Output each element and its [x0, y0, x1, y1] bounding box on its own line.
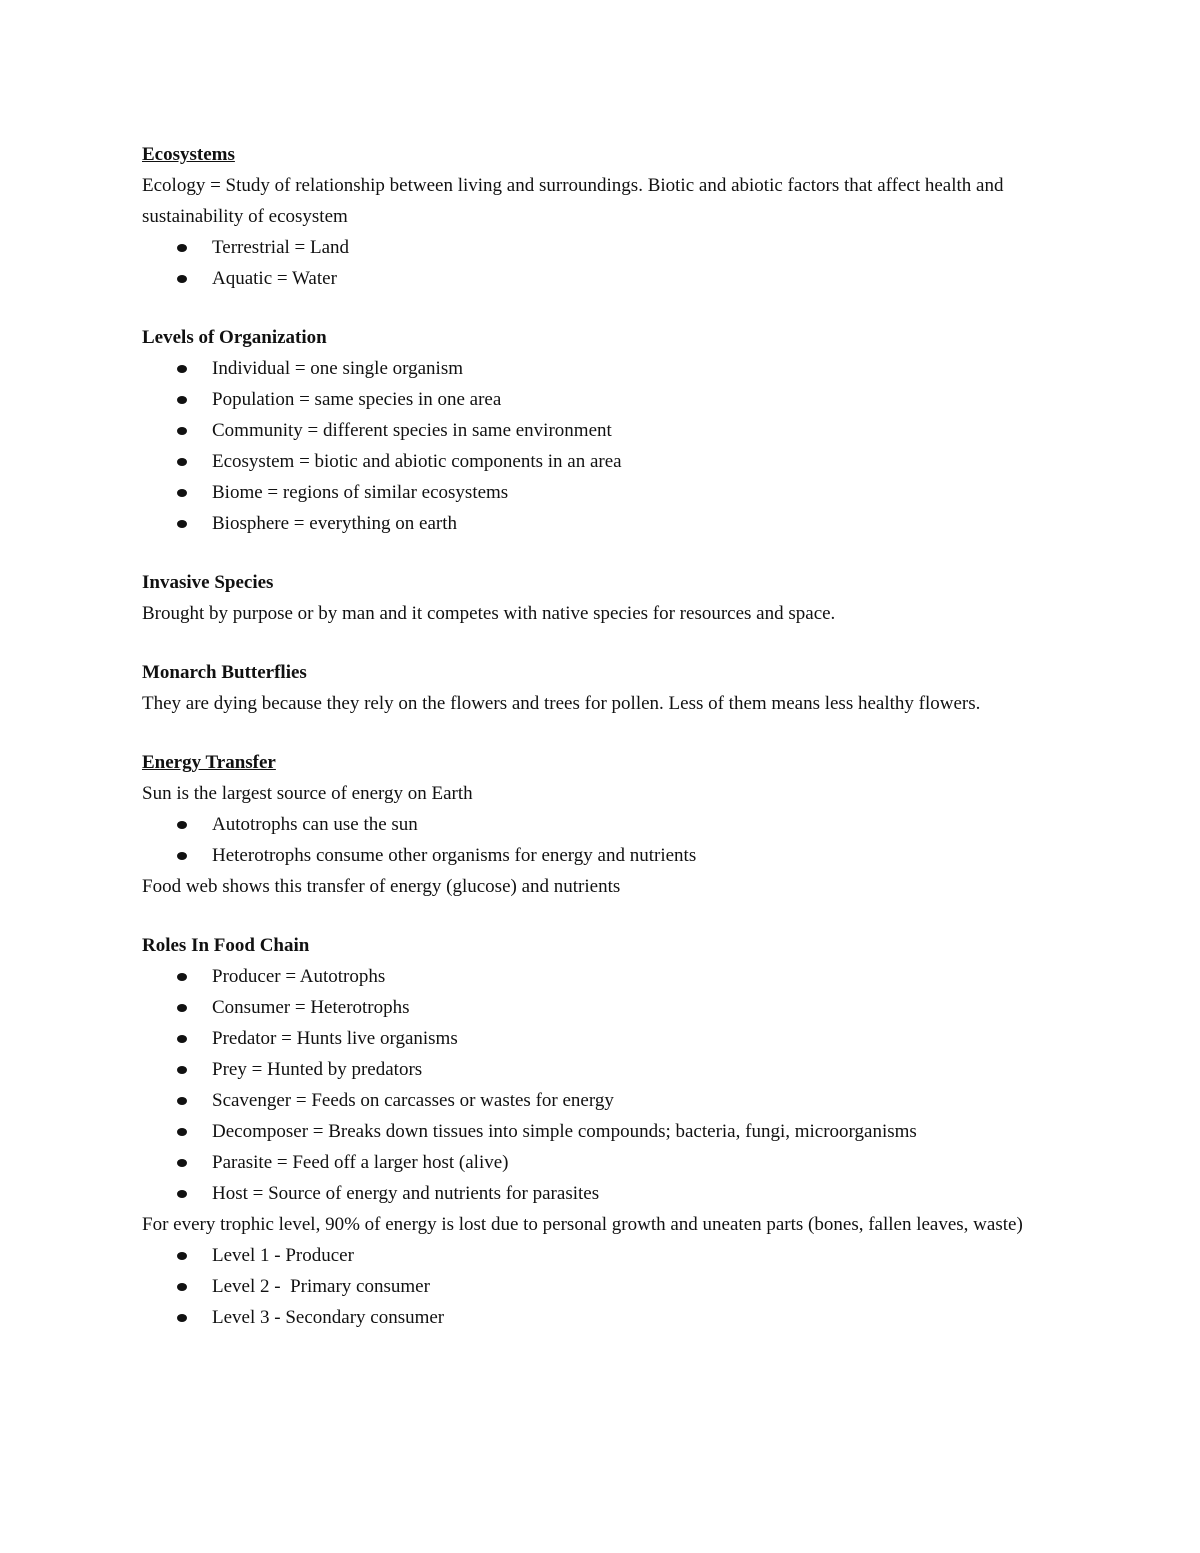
bullet-icon [177, 458, 187, 466]
section-paragraph: Ecology = Study of relationship between living and surroundings. Biotic and abiotic factors that affect health and sustainability of ecosystem [142, 175, 1004, 227]
section-paragraph: Sun is the largest source of energy on Earth [142, 783, 473, 804]
list-item: Predator = Hunts live organisms [142, 1023, 1042, 1054]
section-heading: Energy Transfer [142, 752, 276, 773]
bullet-list [142, 961, 1042, 1209]
bullet-icon [177, 1035, 187, 1043]
section-heading: Monarch Butterflies [142, 662, 307, 683]
list-item: Population = same species in one area [142, 384, 1042, 415]
bullet-icon [177, 1097, 187, 1105]
section-paragraph: Food web shows this transfer of energy (glucose) and nutrients [142, 876, 621, 897]
document-page [142, 139, 1042, 1333]
list-item: Level 1 - Producer [142, 1240, 1042, 1271]
bullet-icon [177, 973, 187, 981]
bullet-icon [177, 244, 187, 252]
bullet-icon [177, 275, 187, 283]
section-paragraph: Brought by purpose or by man and it competes with native species for resources and space. [142, 603, 836, 624]
list-item: Consumer = Heterotrophs [142, 992, 1042, 1023]
list-item: Host = Source of energy and nutrients for parasites [142, 1178, 1042, 1209]
list-item: Autotrophs can use the sun [142, 809, 1042, 840]
bullet-icon [177, 821, 187, 829]
list-item: Ecosystem = biotic and abiotic components in an area [142, 446, 1042, 477]
list-item: Level 3 - Secondary consumer [142, 1302, 1042, 1333]
bullet-icon [177, 1190, 187, 1198]
bullet-icon [177, 427, 187, 435]
bullet-icon [177, 1066, 187, 1074]
list-item: Decomposer = Breaks down tissues into simple compounds; bacteria, fungi, microorganisms [142, 1116, 1042, 1147]
list-item: Parasite = Feed off a larger host (alive) [142, 1147, 1042, 1178]
section-monarch-butterflies [142, 657, 1042, 719]
list-item: Heterotrophs consume other organisms for energy and nutrients [142, 840, 1042, 871]
list-item: Scavenger = Feeds on carcasses or wastes for energy [142, 1085, 1042, 1116]
bullet-list [142, 809, 1042, 871]
list-item: Producer = Autotrophs [142, 961, 1042, 992]
bullet-icon [177, 1252, 187, 1260]
bullet-icon [177, 1283, 187, 1291]
list-item: Biosphere = everything on earth [142, 508, 1042, 539]
section-heading: Invasive Species [142, 572, 274, 593]
section-energy-transfer [142, 747, 1042, 902]
section-roles-in-food-chain [142, 930, 1042, 1333]
bullet-icon [177, 852, 187, 860]
section-invasive-species [142, 567, 1042, 629]
section-ecosystems [142, 139, 1042, 294]
bullet-icon [177, 520, 187, 528]
list-item: Level 2 - Primary consumer [142, 1271, 1042, 1302]
bullet-icon [177, 1159, 187, 1167]
list-item: Individual = one single organism [142, 353, 1042, 384]
list-item: Community = different species in same environment [142, 415, 1042, 446]
bullet-icon [177, 489, 187, 497]
list-item: Prey = Hunted by predators [142, 1054, 1042, 1085]
section-paragraph: For every trophic level, 90% of energy is lost due to personal growth and uneaten parts (bones, fallen leaves, waste) [142, 1214, 1023, 1235]
bullet-icon [177, 1128, 187, 1136]
list-item: Biome = regions of similar ecosystems [142, 477, 1042, 508]
bullet-list [142, 353, 1042, 539]
section-paragraph: They are dying because they rely on the flowers and trees for pollen. Less of them means less healthy flowers. [142, 693, 981, 714]
section-levels-of-organization [142, 322, 1042, 539]
bullet-icon [177, 365, 187, 373]
section-heading: Levels of Organization [142, 327, 327, 348]
list-item: Terrestrial = Land [142, 232, 1042, 263]
bullet-list [142, 1240, 1042, 1333]
bullet-icon [177, 396, 187, 404]
list-item: Aquatic = Water [142, 263, 1042, 294]
bullet-icon [177, 1314, 187, 1322]
bullet-list [142, 232, 1042, 294]
section-heading: Roles In Food Chain [142, 935, 310, 956]
bullet-icon [177, 1004, 187, 1012]
section-heading: Ecosystems [142, 144, 235, 165]
